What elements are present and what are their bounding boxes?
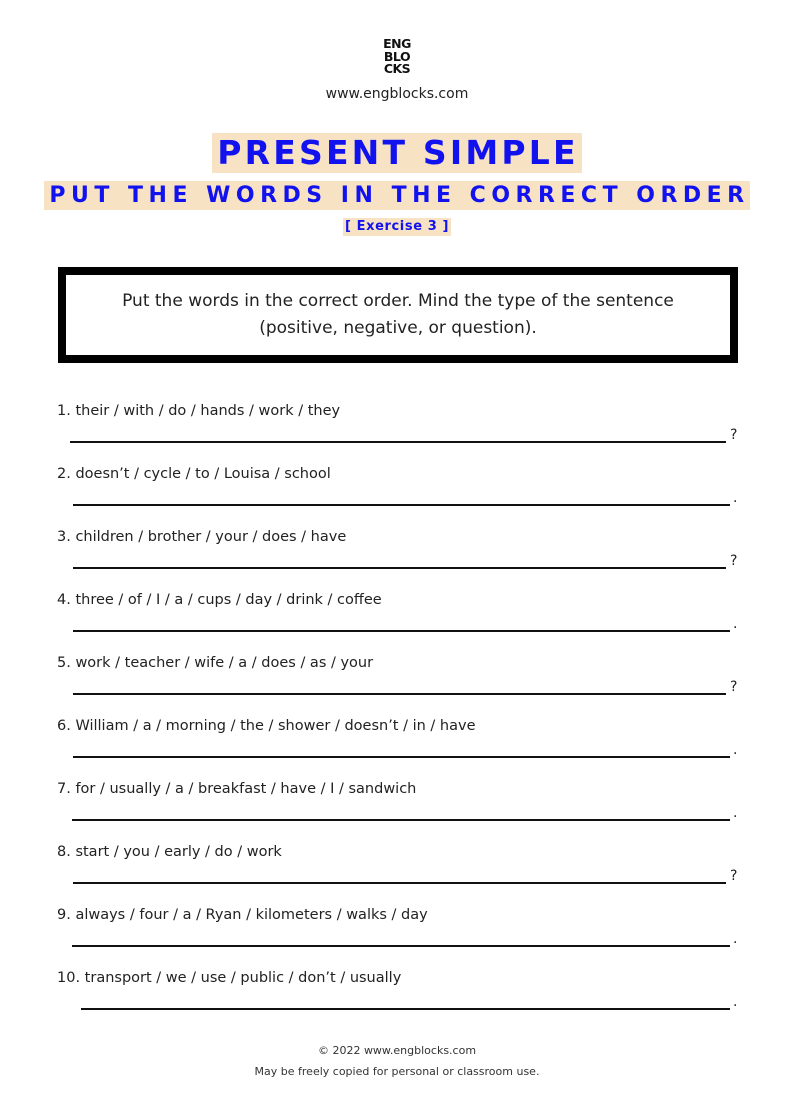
instructions-box: [58, 267, 738, 363]
question-prompt: 10. transport / we / use / public / don’t / usually: [57, 970, 402, 986]
question-end-mark: .: [733, 931, 738, 947]
question-end-mark: ?: [730, 868, 738, 884]
answer-line[interactable]: [73, 630, 730, 632]
question-9: [57, 907, 747, 970]
engblocks-logo: [0, 38, 794, 76]
question-end-mark: .: [733, 616, 738, 632]
question-end-mark: ?: [730, 679, 738, 695]
question-end-mark: ?: [730, 427, 738, 443]
question-prompt: 3. children / brother / your / does / have: [57, 529, 347, 545]
title-container: [0, 133, 794, 173]
question-prompt: 9. always / four / a / Ryan / kilometers / walks / day: [57, 907, 428, 923]
logo-line-3: CKS: [383, 61, 411, 76]
answer-line[interactable]: [72, 819, 730, 821]
subtitle-container: [0, 181, 794, 210]
question-prompt: 2. doesn’t / cycle / to / Louisa / school: [57, 466, 331, 482]
logo-line-2: BLO: [383, 48, 411, 64]
answer-line[interactable]: [73, 756, 730, 758]
question-2: [57, 466, 747, 529]
question-8: [57, 844, 747, 907]
question-4: [57, 592, 747, 655]
question-7: [57, 781, 747, 844]
site-url[interactable]: www.engblocks.com: [325, 86, 469, 102]
question-end-mark: .: [733, 490, 738, 506]
question-6: [57, 718, 747, 781]
question-1: [57, 403, 747, 466]
question-5: [57, 655, 747, 718]
answer-line[interactable]: [70, 441, 726, 443]
question-end-mark: .: [733, 805, 738, 821]
question-prompt: 6. William / a / morning / the / shower / doesn’t / in / have: [57, 718, 476, 734]
answer-line[interactable]: [73, 882, 726, 884]
answer-line[interactable]: [72, 945, 730, 947]
logo-line-1: ENG: [383, 36, 411, 51]
answer-line[interactable]: [73, 504, 730, 506]
answer-line[interactable]: [73, 693, 726, 695]
question-prompt: 4. three / of / I / a / cups / day / drink / coffee: [57, 592, 382, 608]
answer-line[interactable]: [81, 1008, 730, 1010]
question-prompt: 1. their / with / do / hands / work / they: [57, 403, 341, 419]
question-10: [57, 970, 747, 1033]
worksheet-subtitle: PUT THE WORDS IN THE CORRECT ORDER: [44, 181, 749, 210]
question-prompt: 8. start / you / early / do / work: [57, 844, 282, 860]
exercise-label: [ Exercise 3 ]: [344, 219, 450, 234]
question-end-mark: .: [733, 994, 738, 1010]
exercise-container: [0, 215, 794, 236]
footer-copyright: © 2022 www.engblocks.com: [317, 1044, 477, 1057]
answer-line[interactable]: [73, 567, 726, 569]
question-end-mark: .: [733, 742, 738, 758]
question-prompt: 5. work / teacher / wife / a / does / as / your: [57, 655, 374, 671]
question-end-mark: ?: [730, 553, 738, 569]
instructions-text: Put the words in the correct order. Mind the type of the sentence (positive, negative, or question).: [122, 291, 674, 338]
question-prompt: 7. for / usually / a / breakfast / have / I / sandwich: [57, 781, 417, 797]
worksheet-title: PRESENT SIMPLE: [212, 133, 582, 173]
footer-license: May be freely copied for personal or classroom use.: [254, 1065, 540, 1078]
question-3: [57, 529, 747, 592]
